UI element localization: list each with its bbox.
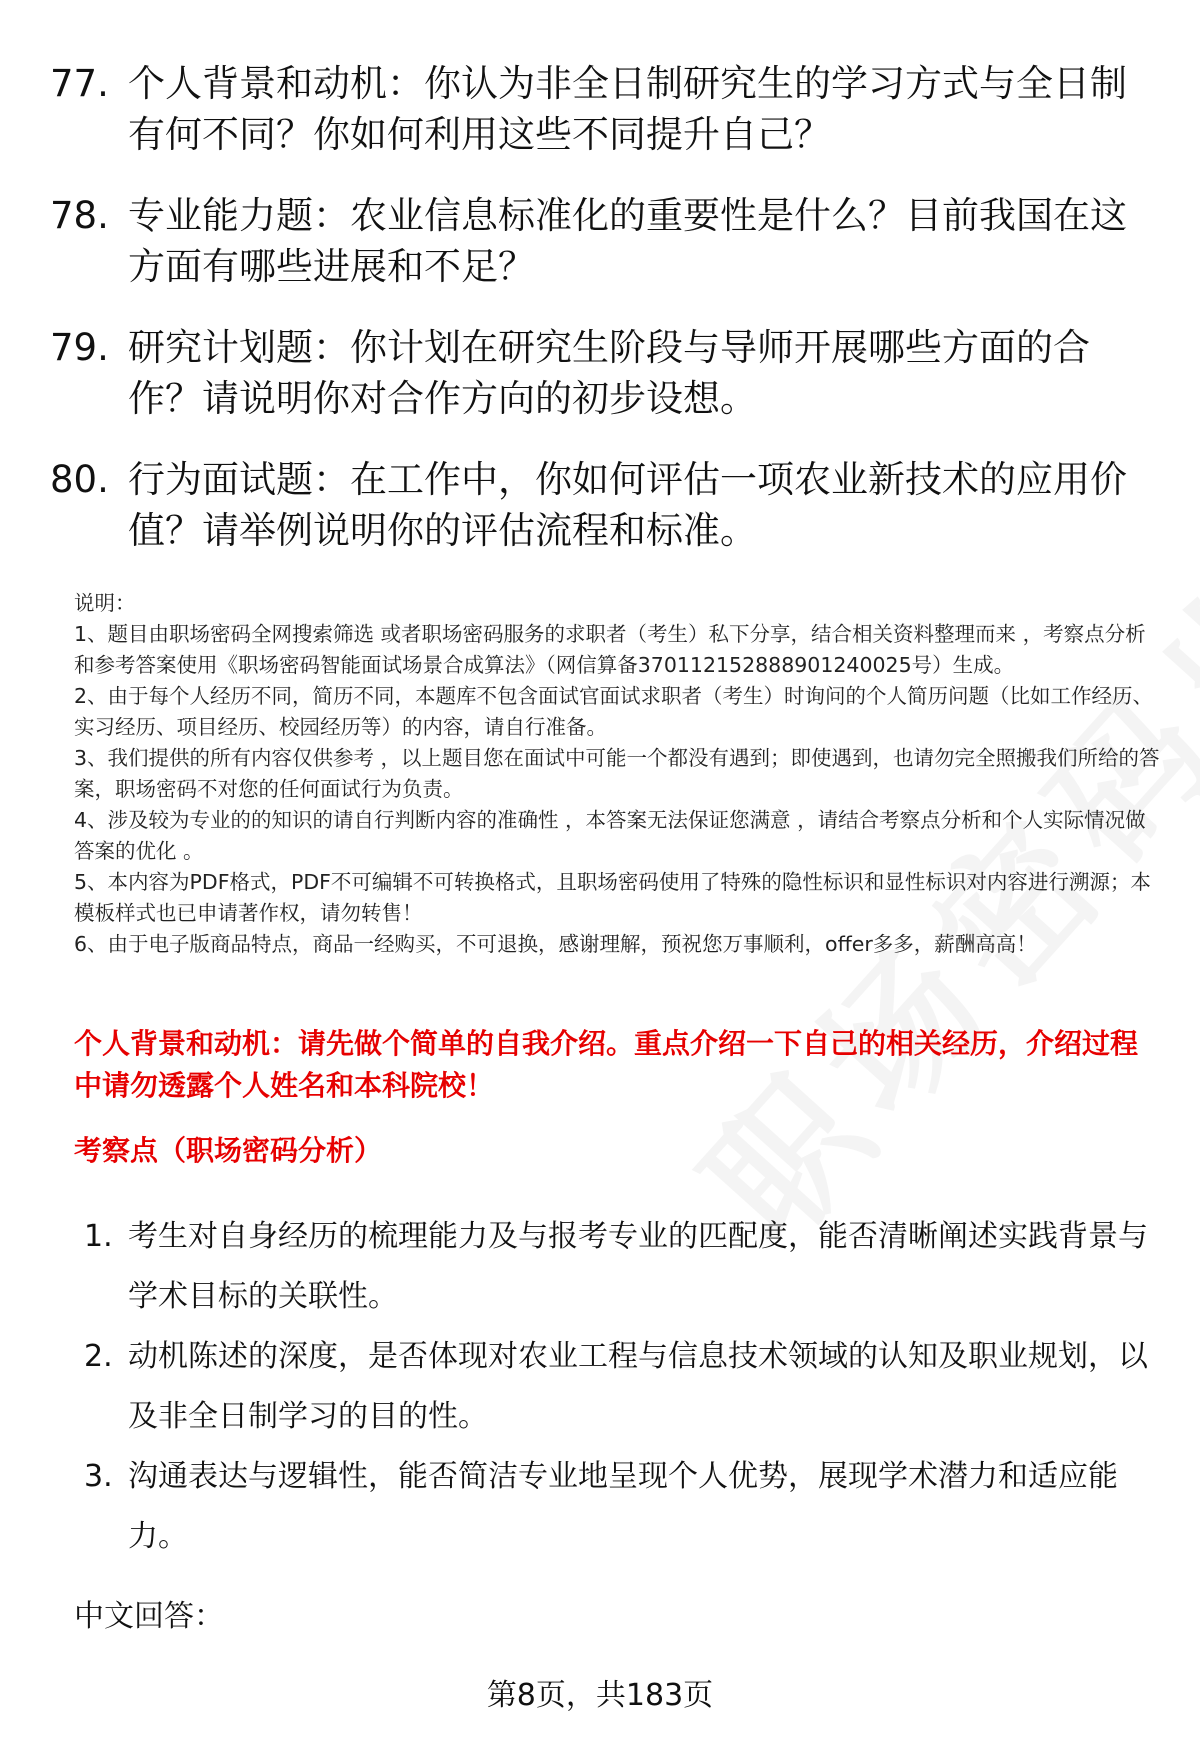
notes-section — [74, 588, 1160, 960]
question-number: 79. — [50, 326, 109, 369]
question-item — [50, 58, 1150, 160]
note-item: 3、我们提供的所有内容仅供参考 ，以上题目您在面试中可能一个都没有遇到；即使遇到，也请勿完全照搬我们所给的答案，职场密码不对您的任何面试行为负责。 — [74, 746, 1160, 801]
note-item: 4、涉及较为专业的的知识的请自行判断内容的准确性 ，本答案无法保证您满意 ，请结合考察点分析和个人实际情况做答案的优化 。 — [74, 808, 1146, 863]
analysis-point — [84, 1207, 1150, 1327]
analysis-point — [84, 1327, 1150, 1447]
question-number: 80. — [50, 458, 109, 501]
point-text: 动机陈述的深度，是否体现对农业工程与信息技术领域的认知及职业规划，以及非全日制学习的目的性。 — [128, 1339, 1148, 1434]
point-number: 2. — [84, 1339, 113, 1374]
answer-label: 中文回答： — [74, 1599, 224, 1634]
page-footer: 第8页，共183页 — [486, 1678, 714, 1713]
note-item: 6、由于电子版商品特点，商品一经购买，不可退换，感谢理解，预祝您万事顺利，offer多多，薪酬高高！ — [74, 932, 1037, 956]
question-text: 研究计划题：你计划在研究生阶段与导师开展哪些方面的合作？请说明你对合作方向的初步设想。 — [128, 326, 1090, 420]
analysis-point — [84, 1447, 1150, 1567]
analysis-points — [84, 1207, 1150, 1567]
question-number: 78. — [50, 194, 109, 237]
point-number: 1. — [84, 1219, 113, 1254]
analysis-title: 考察点（职场密码分析） — [74, 1134, 383, 1167]
point-text: 考生对自身经历的梳理能力及与报考专业的匹配度，能否清晰阐述实践背景与学术目标的关联性。 — [128, 1219, 1148, 1314]
question-item — [50, 322, 1150, 424]
question-text: 个人背景和动机：你认为非全日制研究生的学习方式与全日制有何不同？你如何利用这些不同提升自己？ — [128, 62, 1127, 156]
question-number: 77. — [50, 62, 109, 105]
question-list — [50, 58, 1150, 586]
point-number: 3. — [84, 1459, 113, 1494]
note-item: 5、本内容为PDF格式，PDF不可编辑不可转换格式，且职场密码使用了特殊的隐性标识和显性标识对内容进行溯源；本模板样式也已申请著作权，请勿转售！ — [74, 870, 1151, 925]
note-item: 1、题目由职场密码全网搜索筛选 或者职场密码服务的求职者（考生）私下分享，结合相关资料整理而来 ，考察点分析和参考答案使用《职场密码智能面试场景合成算法》（网信算备370112152888901240025号）生成。 — [74, 622, 1146, 677]
current-question-title: 个人背景和动机：请先做个简单的自我介绍。重点介绍一下自己的相关经历，介绍过程中请勿透露个人姓名和本科院校！ — [74, 1027, 1139, 1102]
point-text: 沟通表达与逻辑性，能否简洁专业地呈现个人优势，展现学术潜力和适应能力。 — [128, 1459, 1118, 1554]
question-item — [50, 190, 1150, 292]
question-text: 行为面试题：在工作中，你如何评估一项农业新技术的应用价值？请举例说明你的评估流程和标准。 — [128, 458, 1127, 552]
note-item: 2、由于每个人经历不同，简历不同，本题库不包含面试官面试求职者（考生）时询问的个人简历问题（比如工作经历、实习经历、项目经历、校园经历等）的内容，请自行准备。 — [74, 684, 1154, 739]
question-text: 专业能力题：农业信息标准化的重要性是什么？目前我国在这方面有哪些进展和不足？ — [128, 194, 1127, 288]
question-item — [50, 454, 1150, 556]
notes-heading: 说明： — [74, 591, 136, 615]
